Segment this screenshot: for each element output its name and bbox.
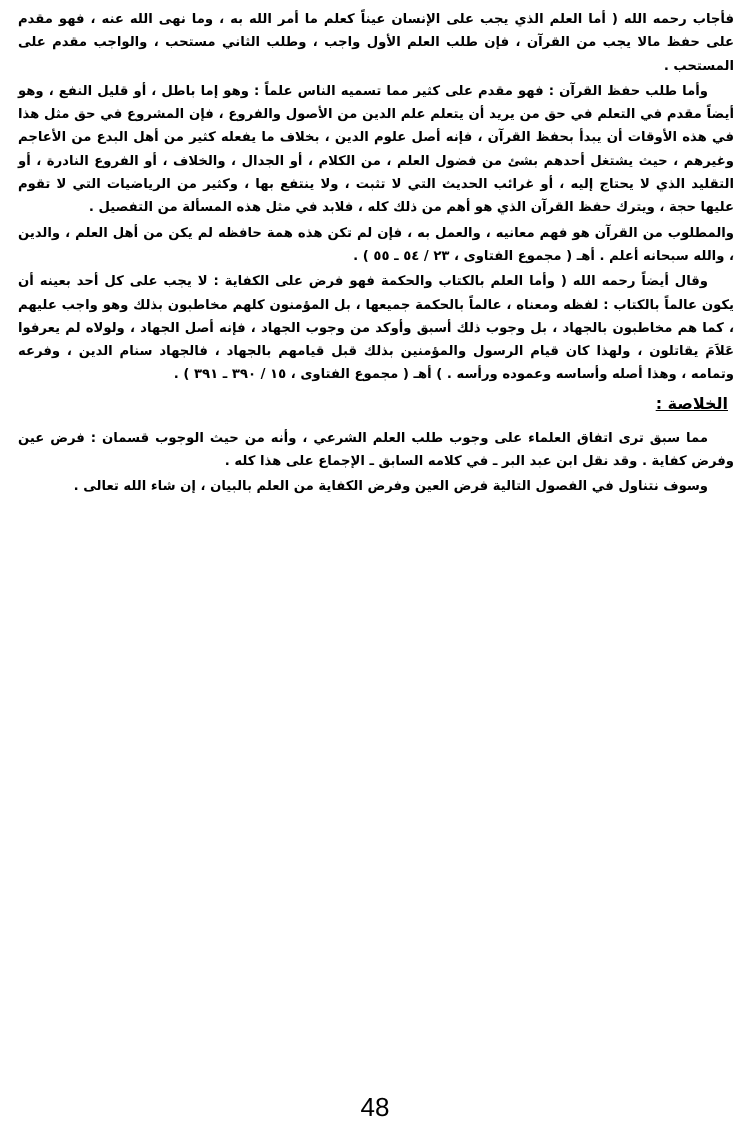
paragraph-summary-next-chapters: وسوف نتناول في الفصول التالية فرض العين وفرض الكفاية من العلم بالبيان ، إن شاء الله تعالى .	[73, 479, 708, 495]
paragraph-quran-memorization: وأما طلب حفظ القرآن : فهو مقدم على كثير مما تسميه الناس علماً : وهو إما باطل ، أو قليل النفع ، وهو أيضاً مقدم في التعلم في حق من يريد أن يتعلم علم الدين من الأصول والفروع ، فإن المشروع في حق مثل هذا في هذه الأوقات أن يبدأ بحفظ القرآن ، فإنه أصل علوم الدين ، بخلاف ما يفعله كثير من أهل البدع من الأعاجم وغيرهم ، حيث يشتغل أحدهم بشئ من فضول العلم ، من الكلام ، أو الجدال ، والخلاف ، أو الفروع النادرة ، أو التقليد الذي لا يحتاج إليه ، أو غرائب الحديث التي لا تثبت ، ولا ينتفع بها ، وكثير من الرياضيات التي لا تقوم عليها حجة ، ويترك حفظ القرآن الذي هو أهم من ذلك كله ، فلابد في مثل هذه المسألة من التفصيل .	[18, 83, 734, 216]
page-number: 48	[360, 1092, 390, 1122]
section-heading-summary: الخلاصة :	[655, 393, 728, 413]
paragraph-quran-understanding: والمطلوب من القرآن هو فهم معانيه ، والعمل به ، فإن لم تكن هذه همة حافظه لم يكن من أهل العلم ، والدين ، والله سبحانه أعلم . أهـ ( مجموع الفتاوى ، ٢٣ / ٥٤ ـ ٥٥ ) .	[18, 225, 734, 264]
paragraph-summary-consensus: مما سبق ترى اتفاق العلماء على وجوب طلب العلم الشرعي ، وأنه من حيث الوجوب قسمان : فرض عين وفرض كفاية . وقد نقل ابن عبد البر ـ في كلامه السابق ـ الإجماع على هذا كله .	[18, 430, 734, 470]
page-body-text	[18, 8, 734, 499]
paragraph-fatwa-answer: فأجاب رحمه الله ( أما العلم الذي يجب على الإنسان عيناً كعلم ما أمر الله به ، وما نهى الله عنه ، فهو مقدم على حفظ مالا يجب من القرآن ، فإن طلب العلم الأول واجب ، وطلب الثاني مستحب ، والواجب مقدم على المستحب .	[18, 12, 734, 74]
paragraph-kifaya-obligation: وقال أيضاً رحمه الله ( وأما العلم بالكتاب والحكمة فهو فرض على الكفاية : لا يجب على كل أحد بعينه أن يكون عالماً بالكتاب : لفظه ومعناه ، عالماً بالحكمة جميعها ، بل المؤمنون كلهم مخاطبون بذلك وهو واجب عليهم ، كما هم مخاطبون بالجهاد ، بل وجوب ذلك أسبق وأوكد من وجوب الجهاد ، فإنه أصل الجهاد ، ولولاه لم يعرفوا عَلاَمَ يقاتلون ، ولهذا كان قيام الرسول والمؤمنين بذلك قبل قيامهم بالجهاد ، فالجهاد سنام الدين ، وفرعه وتمامه ، وهذا أصله وأساسه وعموده ورأسه . ) أهـ ( مجموع الفتاوى ، ١٥ / ٣٩٠ ـ ٣٩١ ) .	[18, 274, 734, 383]
